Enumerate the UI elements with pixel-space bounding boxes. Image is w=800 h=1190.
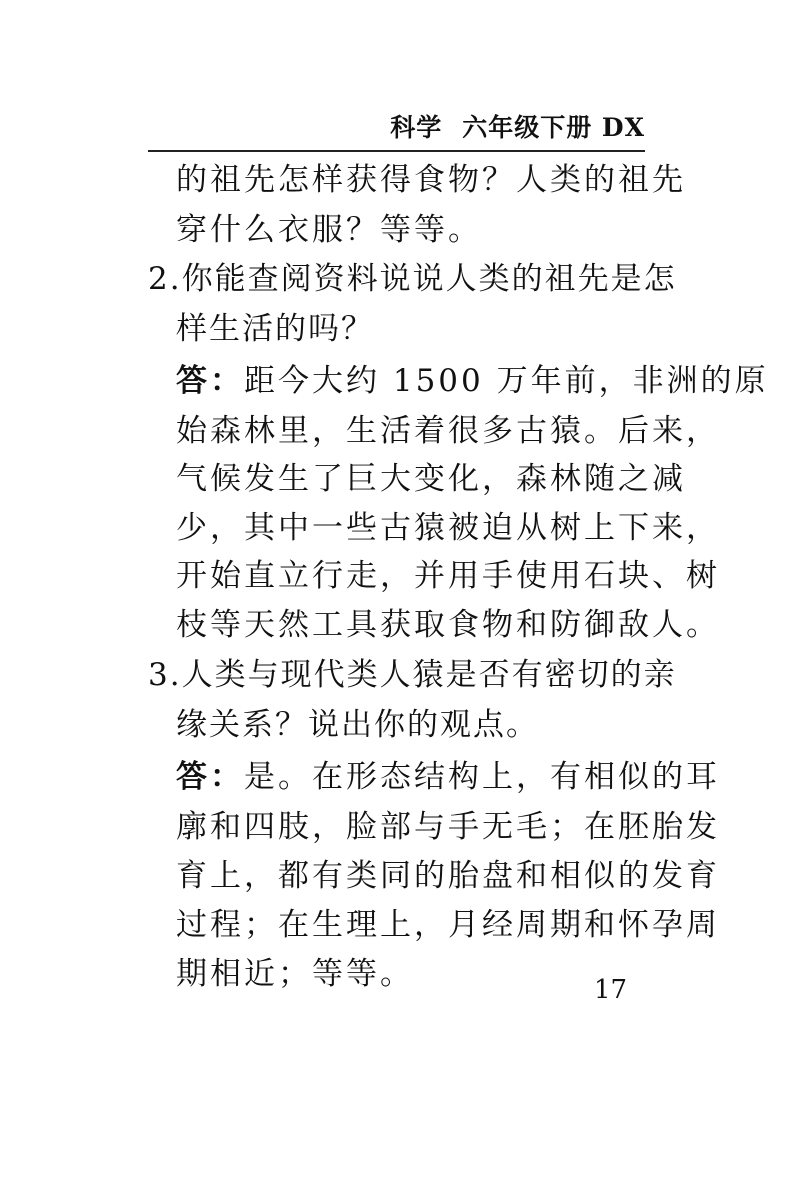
answer-3-line-3: 育上，都有类同的胎盘和相似的发育 <box>176 858 720 894</box>
question-2-line-2: 样生活的吗？ <box>176 311 374 347</box>
answer-2-line-1: 答：距今大约 1500 万年前，非洲的原 <box>176 363 769 399</box>
answer-3-line-4: 过程；在生理上，月经周期和怀孕周 <box>176 907 720 943</box>
header-subject: 科学 <box>390 113 443 142</box>
answer-label: 答： <box>176 363 244 399</box>
page-header <box>148 108 645 144</box>
header-grade: 六年级下册 DX <box>462 113 645 142</box>
text-line-1: 的祖先怎样获得食物？人类的祖先 <box>176 162 686 198</box>
header-rule <box>148 150 645 152</box>
answer-label: 答： <box>176 759 244 795</box>
text-line-2: 穿什么衣服？等等。 <box>176 212 482 248</box>
answer-2-line-5: 开始直立行走，并用手使用石块、树 <box>176 558 720 594</box>
answer-3-line-5: 期相近；等等。 <box>176 956 414 992</box>
answer-2-line-4: 少，其中一些古猿被迫从树上下来， <box>176 510 720 546</box>
question-3-line-1: 3.人类与现代类人猿是否有密切的亲 <box>148 657 677 693</box>
answer-2-line-6: 枝等天然工具获取食物和防御敌人。 <box>176 607 720 643</box>
question-3-line-2: 缘关系？说出你的观点。 <box>176 707 539 743</box>
question-2-line-1: 2.你能查阅资料说说人类的祖先是怎 <box>148 261 677 297</box>
page-number: 17 <box>594 975 628 1005</box>
answer-2-line-2: 始森林里，生活着很多古猿。后来， <box>176 413 720 449</box>
answer-2-line-3: 气候发生了巨大变化，森林随之减 <box>176 461 686 497</box>
answer-3-line-1: 答：是。在形态结构上，有相似的耳 <box>176 759 720 795</box>
answer-3-line-2: 廓和四肢，脸部与手无毛；在胚胎发 <box>176 809 720 845</box>
